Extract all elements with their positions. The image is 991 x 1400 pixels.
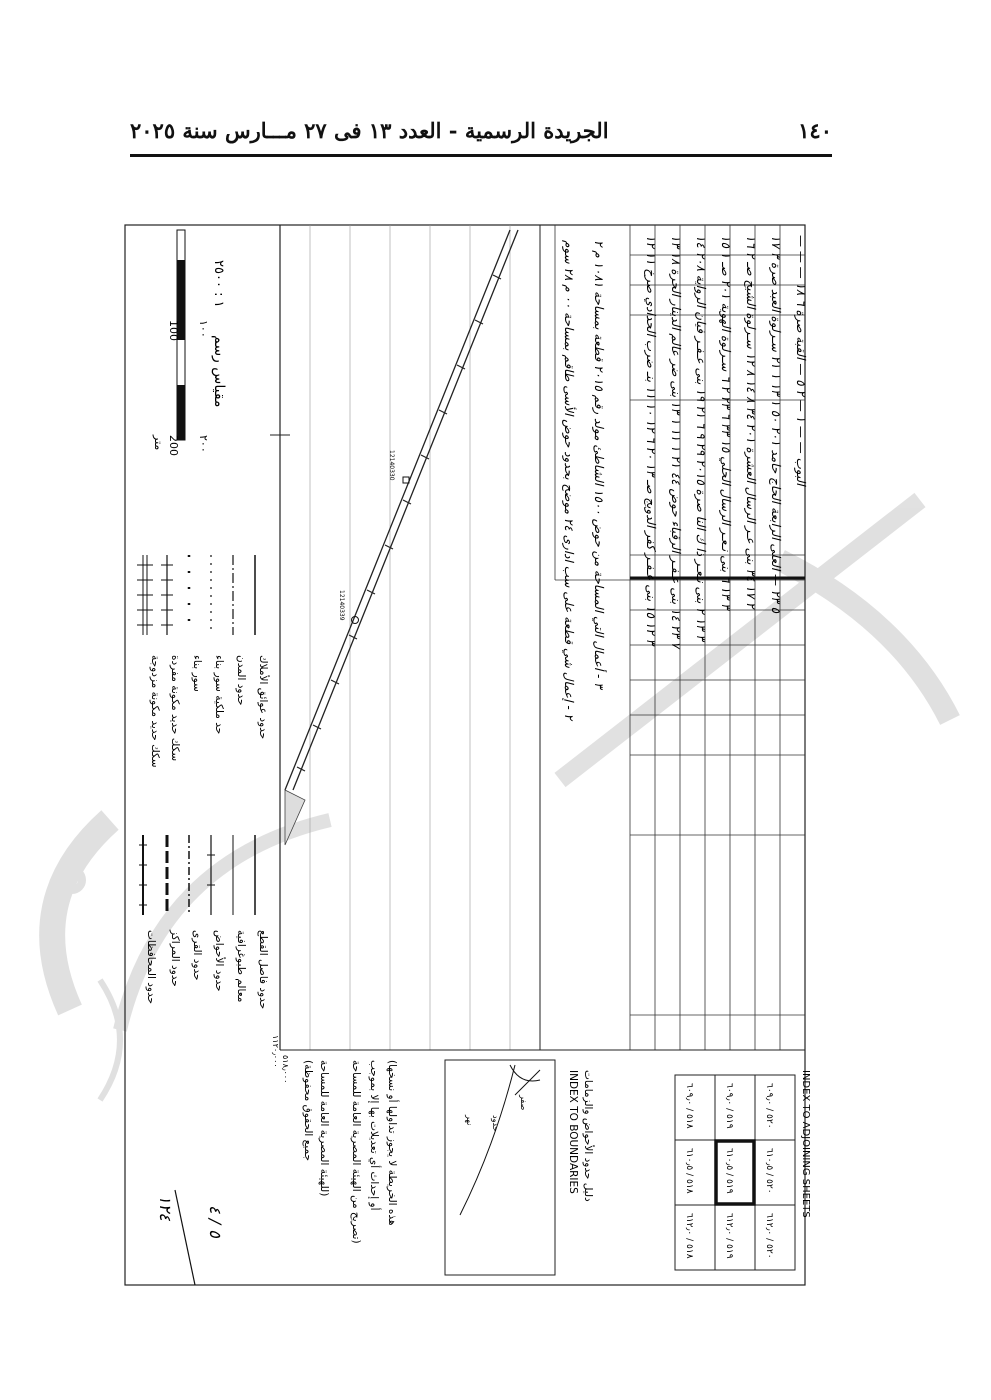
legend-item-5: سكك حديد مكونة مزدوجة — [149, 655, 161, 768]
boundaries-index-title-en: INDEX TO BOUNDARIES — [567, 1070, 579, 1194]
scale-bar — [152, 230, 227, 456]
table-row: ٧ ٢٣ ١٤ بنى عـفـر الرقباء حوض ٤٤ ٢١ ١ ١١ ١ ١٣ بنى ضر عالم الدينار الحرة ١٨ ١٣ — [669, 235, 683, 648]
current-sheet-highlight — [716, 1141, 754, 1204]
page-number: ١٤٠ — [798, 117, 832, 143]
sheet-cell: ٥١٨ / ٦١٠٫٥ — [684, 1148, 694, 1194]
table-note-1: ٢ - إعمال شي قطعة على سب ادارى ٢٤ موضح بحدود حوض الأسى طاقم بمساحة ٠٠ م ٢٨ سوم — [562, 240, 576, 720]
scale-tick-200-latin: 200 — [167, 435, 180, 456]
scale-unit: متر — [152, 435, 165, 451]
table-content — [562, 235, 808, 722]
sheet-cell: ٥١٩ / ٦١٢٫٠ — [724, 1213, 734, 1259]
grid-label-2: ١١٢٠٫٠٠٠ — [271, 1035, 280, 1068]
boundaries-index-box — [445, 1060, 555, 1275]
scale-tick-100-latin: 100 — [167, 320, 180, 341]
boundary-label-2: حدود — [491, 1115, 500, 1132]
table-note-2: ٣ - أعمال التي المساحة من حوض ١٥٠٠ الشاطئ مولد رقم ٢٠١٥ قطعة بمساحة ١٠٨١ م ٢ — [592, 240, 606, 689]
table-row: ٢ ١٧ ٣٤ بنى عـر الرسال العشرة ٢٠١ ٣٤ ٨ ١٤ ٨ ١٢ سـرلوة الشيخ صـ ٢ ١٦ — [744, 235, 758, 609]
table-row: — — — البوب — — ١ — ٢ ٥ — القبة صرة ٦ ١٨ — [794, 235, 808, 486]
scale-ratio: ١ : ٢٥٠٠ — [211, 260, 226, 308]
legend-item-r3: حدود القرى — [191, 930, 203, 981]
sheet-cell: ٥٢٠ / ٦٠٩٫٠ — [764, 1083, 774, 1129]
table-row: ٣ ١٢ ١٥ بنى عـفـر كفر الدويج صـ ١٣ ٢٠ ٦ ١٢ ١٠ ١١ بنـ ضرب الحدادي صرخ ١١ ١٢ — [644, 235, 658, 645]
handwritten-fraction — [156, 1190, 225, 1285]
footer-panels — [280, 1050, 811, 1275]
legend-left — [137, 555, 270, 768]
sheet-cell: ٥١٩ / ٦٠٩٫٠ — [724, 1083, 734, 1129]
fraction-denominator: ٥ / ٤ — [206, 1205, 225, 1238]
legend-item-r4: حدود المراكز — [169, 930, 181, 987]
sheet-cell: ٥١٨ / ٦٠٩٫٠ — [684, 1083, 694, 1129]
point-label-1: 12140330 — [388, 450, 395, 481]
table-row: ٣ ١٣ ٢ بنى نـعـر ذا ك النا صرة ٢٠١٥ ٢٩ ٩ ٦ ٢١ ١٩ بنى عـفـر فيان الرواية ٢٠٨ ١٤ — [694, 235, 708, 641]
grid-label-1: ٥١٨٫٠٠٠ — [281, 1055, 290, 1084]
adjoining-sheets-grid — [675, 1070, 811, 1270]
legend-item-3: سور بناء — [191, 655, 203, 692]
copyright-line-2: أو إحداث أي تعديلات بها إلا بموجب — [368, 1060, 380, 1211]
adjoining-sheets-title-en: INDEX TO ADJOINING SHEETS — [800, 1070, 811, 1218]
legend-item-2: حد ملكية سور بناء — [213, 655, 225, 735]
legend-item-4: سكك حديد مكونة مفردة — [169, 655, 181, 762]
fraction-numerator: ١٢٤ — [156, 1195, 175, 1221]
cadastral-sheet — [115, 215, 815, 1295]
sheet-cell: ٥١٨ / ٦١٢٫٠ — [684, 1213, 694, 1259]
sheet-cell: ٥٢٠ / ٦١٠٫٥ — [764, 1148, 774, 1194]
legend-item-r1: معالم طبوغرافية — [235, 930, 247, 1003]
scale-tick-200: ٢٠٠ — [197, 435, 210, 453]
gazette-title: الجريدة الرسمية - العدد ١٣ فى ٢٧ مـــارس سنة ٢٠٢٥ — [130, 117, 609, 143]
legend-item-0: حدود عوائق الأملاك — [257, 655, 269, 740]
copyright-line-1: (هذه الخريطة لا يجوز تداولها أو نسخها — [386, 1060, 398, 1226]
scale-label: مقياس رسم — [211, 335, 227, 408]
boundary-label-3: صفر — [519, 1095, 528, 1111]
copyright-line-3: تصريح من الهيئة المصرية العامة للمساحة) — [350, 1060, 362, 1244]
legend-right — [139, 835, 269, 1009]
sheet-cell: ٥١٩ / ٦١٠٫٥ — [724, 1148, 734, 1194]
map-area — [270, 225, 540, 1083]
boundary-label-1: نهر — [465, 1115, 474, 1126]
copyright-line-5: للهيئة المصرية العامة للمساحة) — [318, 1060, 330, 1197]
legend-item-r2: حدود الأحواض — [213, 930, 225, 992]
point-label-2: 12140339 — [338, 590, 345, 621]
sheet-cell: ٥٢٠ / ٦١٢٫٠ — [764, 1213, 774, 1259]
boundaries-index-title-ar: دليل حدود الأحواض والزمامات — [582, 1070, 594, 1202]
survey-point-2 — [352, 617, 359, 624]
legend-item-1: حدود المدن — [235, 655, 247, 706]
scale-tick-100: ١٠٠ — [197, 320, 210, 338]
legend-item-r5: حدود المحافظات — [145, 930, 157, 1004]
table-row: ٥ ٢٣ — العلى الرابعة الحاج حامد ٢٠١ ٥٠ ١ ١٣ ١ ٢١ سـرلوة العبد صرة ٣ ١٧ — [769, 235, 783, 613]
table-row: ٣ ١٣ ٦ بنى نـعـر الرسال الحلي ١٥ ٣٣ ٦ ٢٣ ٢ ٦ سـرلوة الهوية ٢٠١ صـ ١ ١٥ — [719, 235, 733, 610]
copyright-line-4: (جميع الحقوق محفوظة — [302, 1060, 314, 1162]
legend-item-r0: حدود فاصل القطع — [257, 930, 269, 1010]
